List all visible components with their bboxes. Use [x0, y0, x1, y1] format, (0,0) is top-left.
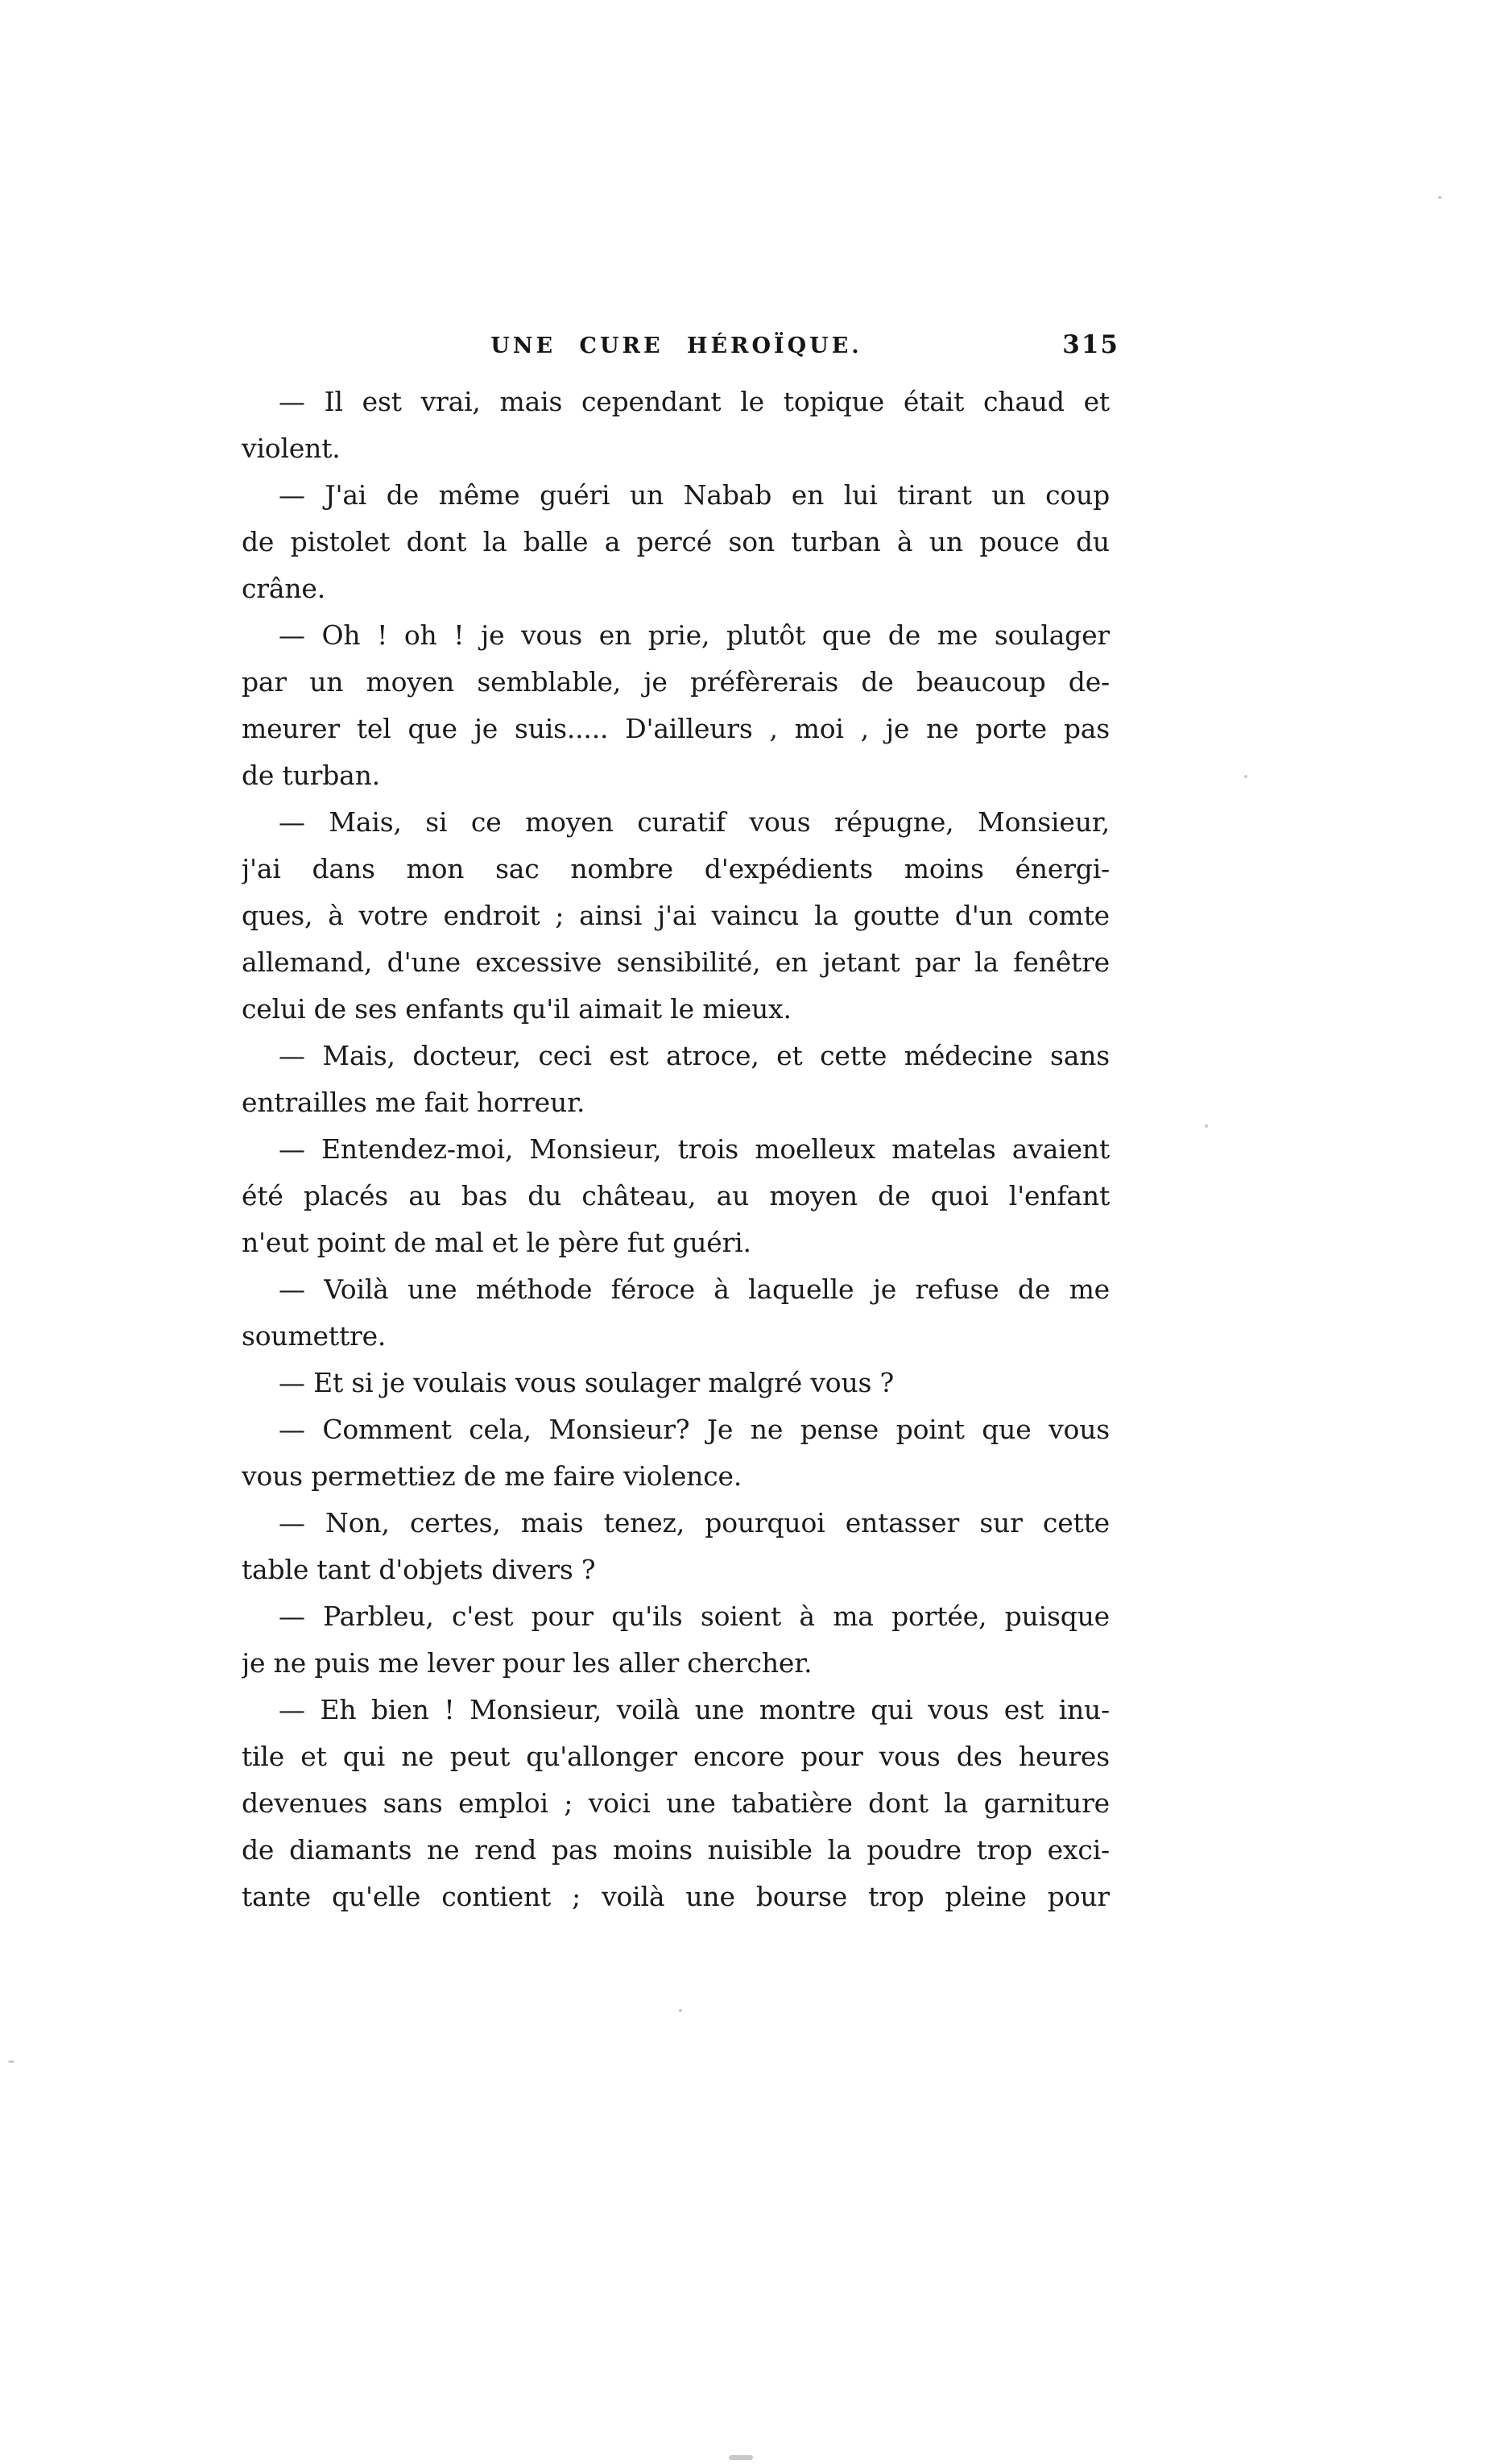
page-number: 315: [1062, 330, 1119, 359]
text-line: — Eh bien ! Monsieur, voilà une montre qui vous est inu-: [279, 1694, 1110, 1725]
text-line: été placés au bas du château, au moyen de quoi l'enfant: [242, 1180, 1110, 1211]
text-line: — Non, certes, mais tenez, pourquoi entasser sur cette: [279, 1507, 1110, 1538]
text-line: tile et qui ne peut qu'allonger encore pour vous des heures: [242, 1741, 1110, 1772]
scan-speck: [1205, 1124, 1208, 1128]
text-line: de turban.: [242, 760, 380, 791]
text-line: crâne.: [242, 573, 326, 604]
text-line: violent.: [242, 433, 341, 464]
text-line: de diamants ne rend pas moins nuisible la poudre trop exci-: [242, 1834, 1110, 1866]
text-line: — Parbleu, c'est pour qu'ils soient à ma portée, puisque: [279, 1601, 1110, 1632]
text-line: — Il est vrai, mais cependant le topique était chaud et: [279, 386, 1110, 417]
scan-speck: [8, 2060, 14, 2063]
text-line: soumettre.: [242, 1320, 387, 1352]
text-line: celui de ses enfants qu'il aimait le mieux.: [242, 993, 792, 1025]
text-line: par un moyen semblable, je préfèrerais de beaucoup de-: [242, 666, 1110, 698]
text-line: meurer tel que je suis..... D'ailleurs , moi , je ne porte pas: [242, 713, 1110, 744]
text-line: — Voilà une méthode féroce à laquelle je refuse de me: [279, 1273, 1110, 1305]
text-line: n'eut point de mal et le père fut guéri.: [242, 1227, 751, 1258]
text-line: tante qu'elle contient ; voilà une bourse trop pleine pour: [242, 1881, 1110, 1912]
text-line: — Mais, si ce moyen curatif vous répugne, Monsieur,: [279, 806, 1110, 838]
scan-speck: [1438, 196, 1441, 199]
text-line: — Mais, docteur, ceci est atroce, et cette médecine sans: [279, 1040, 1110, 1071]
text-line: j'ai dans mon sac nombre d'expédients moins énergi-: [242, 853, 1110, 884]
text-line: allemand, d'une excessive sensibilité, en jetant par la fenêtre: [242, 946, 1110, 978]
text-line: de pistolet dont la balle a percé son turban à un pouce du: [242, 526, 1110, 557]
text-line: — Comment cela, Monsieur? Je ne pense point que vous: [279, 1414, 1110, 1445]
text-line: — J'ai de même guéri un Nabab en lui tirant un coup: [279, 479, 1110, 511]
text-line: devenues sans emploi ; voici une tabatière dont la garniture: [242, 1787, 1110, 1819]
text-line: vous permettiez de me faire violence.: [242, 1460, 742, 1492]
text-line: je ne puis me lever pour les aller chercher.: [242, 1647, 813, 1679]
text-line: entrailles me fait horreur.: [242, 1087, 585, 1118]
scan-speck: [1244, 775, 1247, 778]
text-line: — Oh ! oh ! je vous en prie, plutôt que de me soulager: [279, 619, 1110, 651]
text-line: ques, à votre endroit ; ainsi j'ai vaincu la goutte d'un comte: [242, 900, 1110, 931]
page-header: [242, 330, 1119, 369]
page-text: [242, 379, 1110, 1920]
text-line: — Et si je voulais vous soulager malgré vous ?: [279, 1367, 895, 1398]
scan-speck: [679, 2009, 682, 2012]
text-line: table tant d'objets divers ?: [242, 1554, 596, 1585]
running-title: UNE CURE HÉROÏQUE.: [490, 333, 862, 358]
scan-speck: [729, 2455, 753, 2460]
text-line: — Entendez-moi, Monsieur, trois moelleux matelas avaient: [279, 1133, 1110, 1165]
